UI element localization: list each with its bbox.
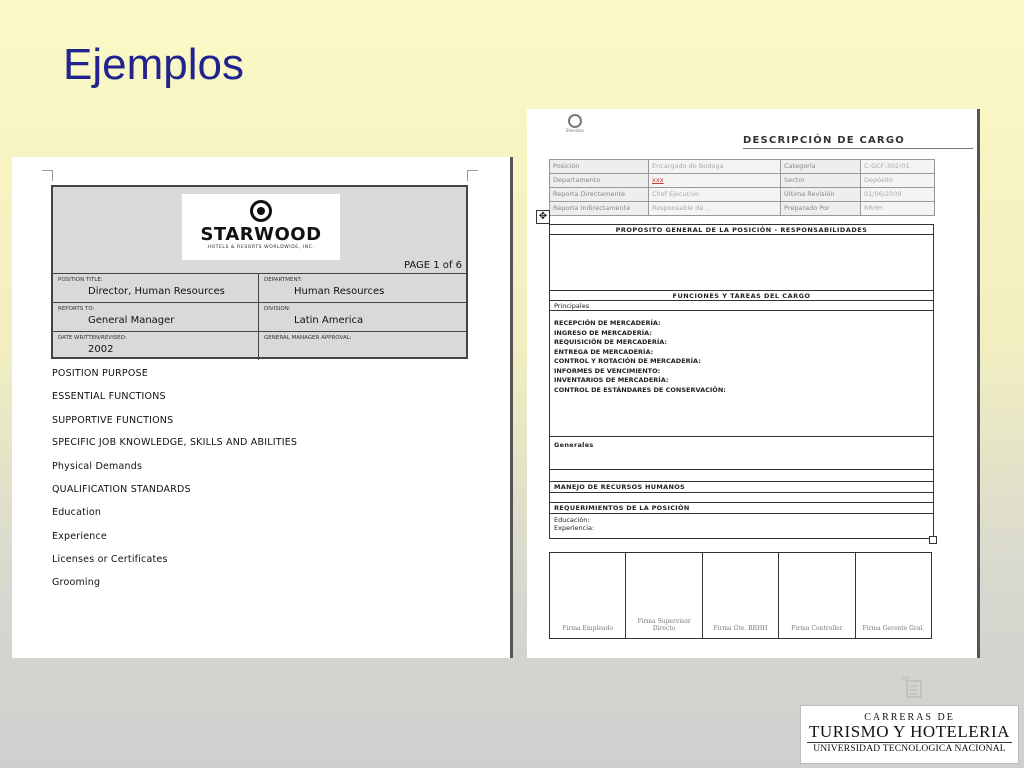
logo-name: STARWOOD xyxy=(200,224,322,245)
document-icon[interactable] xyxy=(899,673,925,699)
info-row xyxy=(550,188,934,202)
field-value: Director, Human Resources xyxy=(88,286,225,297)
purpose-body xyxy=(550,235,933,291)
table-row xyxy=(550,482,933,493)
info-row xyxy=(550,202,934,215)
list-item: INFORMES DE VENCIMIENTO: xyxy=(554,366,661,375)
starwood-logo xyxy=(182,194,340,260)
form-heading: DESCRIPCIÓN DE CARGO xyxy=(743,135,905,146)
field-value: 2002 xyxy=(88,344,114,355)
hotel-emblem-icon xyxy=(568,114,582,128)
header-logo-area xyxy=(53,187,466,274)
section-heading: Grooming xyxy=(52,577,101,588)
purpose-heading: PROPOSITO GENERAL DE LA POSICIÓN - RESPONSABILIDADES xyxy=(615,226,868,234)
info-label: Reporta Directamente xyxy=(550,188,649,201)
section-heading: POSITION PURPOSE xyxy=(52,368,148,379)
header-row xyxy=(53,332,466,360)
section-heading: SUPPORTIVE FUNCTIONS xyxy=(52,415,174,426)
hotel-logo-text: Sheraton xyxy=(565,128,585,133)
signature-cell xyxy=(626,553,702,638)
list-item: INGRESO DE MERCADERÍA: xyxy=(554,328,652,337)
info-table xyxy=(549,159,935,216)
tasks-body xyxy=(550,311,933,437)
list-item: REQUISICIÓN DE MERCADERÍA: xyxy=(554,338,668,346)
info-label: Categoría xyxy=(781,160,861,173)
department-cell xyxy=(259,274,466,302)
page-number: PAGE 1 of 6 xyxy=(403,260,462,271)
table-row xyxy=(550,291,933,301)
section-heading: Physical Demands xyxy=(52,461,143,472)
starwood-job-description xyxy=(12,157,513,658)
info-value: RRHH xyxy=(861,202,934,215)
info-label: Última Revisión xyxy=(781,188,861,201)
info-value: Chef Ejecutivo xyxy=(649,188,781,201)
section-heading: ESSENTIAL FUNCTIONS xyxy=(52,391,166,402)
field-label: DIVISION: xyxy=(264,306,291,312)
signature-label: Firma Gte. RRHH xyxy=(713,625,768,632)
footer-line2: TURISMO Y HOTELERIA xyxy=(809,722,1010,741)
field-value: Latin America xyxy=(294,315,364,326)
signature-cell xyxy=(856,553,931,638)
info-row xyxy=(550,174,934,188)
info-label: Posición xyxy=(550,160,649,173)
info-label: Preparado Por xyxy=(781,202,861,215)
resize-handle-icon[interactable] xyxy=(929,536,937,544)
crop-mark xyxy=(42,170,53,181)
slide-title: Ejemplos xyxy=(63,40,244,89)
signature-table xyxy=(549,552,932,639)
reports-to-cell xyxy=(53,303,259,331)
info-value: Depósito xyxy=(861,174,934,187)
field-label: DEPARTMENT: xyxy=(264,277,303,283)
info-value-text: xxx xyxy=(652,176,664,184)
footer-divider xyxy=(807,742,1012,743)
info-value: Encargado de Bodega xyxy=(649,160,781,173)
signature-cell xyxy=(550,553,626,638)
table-row xyxy=(550,225,933,235)
list-item: RECEPCIÓN DE MERCADERÍA: xyxy=(554,319,661,327)
field-value: General Manager xyxy=(88,315,175,326)
field-label: DATE WRITTEN/REVISED: xyxy=(58,335,127,341)
education-label: Educación: xyxy=(554,516,590,524)
signature-label: Firma Controller xyxy=(791,625,843,632)
signature-label: Firma Supervisor Directo xyxy=(637,618,691,632)
footer-line3: UNIVERSIDAD TECNOLOGICA NACIONAL xyxy=(813,744,1006,754)
section-heading: Education xyxy=(52,507,102,518)
section-heading: Licenses or Certificates xyxy=(52,554,168,565)
table-row xyxy=(550,301,933,311)
info-label: Departamento xyxy=(550,174,649,187)
info-label: Sector xyxy=(781,174,861,187)
table-row xyxy=(550,514,933,537)
table-row xyxy=(550,437,933,470)
footer-line1: CARRERAS DE xyxy=(864,712,955,723)
signature-label: Firma Empleado xyxy=(562,625,613,632)
rrhh-heading: MANEJO DE RECURSOS HUMANOS xyxy=(554,483,685,491)
experience-label: Experiencia: xyxy=(554,524,595,532)
field-label: POSITION TITLE: xyxy=(58,277,103,283)
info-value xyxy=(649,174,781,187)
crop-mark xyxy=(467,170,478,181)
move-handle-icon[interactable]: ✥ xyxy=(536,210,550,224)
date-cell xyxy=(53,332,259,360)
logo-tagline: HOTELS & RESORTS WORLDWIDE, INC. xyxy=(207,245,315,250)
generales-label: Generales xyxy=(554,441,594,449)
header-table xyxy=(51,185,468,359)
division-cell xyxy=(259,303,466,331)
university-logo xyxy=(800,705,1019,764)
responsibilities-table xyxy=(549,224,934,539)
requirements-heading: REQUERIMIENTOS DE LA POSICIÓN xyxy=(554,504,690,512)
signature-cell xyxy=(703,553,779,638)
info-value: Responsable de ... xyxy=(649,202,781,215)
approval-cell xyxy=(259,332,466,360)
table-row xyxy=(550,470,933,482)
functions-heading: FUNCIONES Y TAREAS DEL CARGO xyxy=(672,292,811,300)
section-heading: SPECIFIC JOB KNOWLEDGE, SKILLS AND ABILITIES xyxy=(52,437,298,448)
field-value: Human Resources xyxy=(294,286,385,297)
info-value: C-GCF-302/01 xyxy=(861,160,934,173)
list-item: INVENTARIOS DE MERCADERÍA: xyxy=(554,376,669,384)
info-value: 01/06/2009 xyxy=(861,188,934,201)
info-row xyxy=(550,160,934,174)
list-item: CONTROL Y ROTACIÓN DE MERCADERÍA: xyxy=(554,357,701,365)
principales-label: Principales xyxy=(554,302,590,310)
signature-cell xyxy=(779,553,855,638)
list-item: CONTROL DE ESTÁNDARES DE CONSERVACIÓN: xyxy=(554,385,726,394)
hotel-logo xyxy=(560,114,590,133)
header-row xyxy=(53,274,466,303)
signature-label: Firma Gerente Gral. xyxy=(862,625,925,632)
section-heading: Experience xyxy=(52,531,107,542)
table-row xyxy=(550,503,933,514)
position-title-cell xyxy=(53,274,259,302)
field-label: GENERAL MANAGER APPROVAL: xyxy=(264,335,352,341)
heading-rule xyxy=(743,148,973,149)
starwood-emblem-icon xyxy=(250,200,272,222)
list-item: ENTREGA DE MERCADERÍA: xyxy=(554,347,654,356)
field-label: REPORTS TO: xyxy=(58,306,95,312)
task-list xyxy=(554,319,726,395)
section-heading: QUALIFICATION STANDARDS xyxy=(52,484,191,495)
job-description-form xyxy=(527,109,980,658)
info-label: Reporta Indirectamente xyxy=(550,202,649,215)
table-row xyxy=(550,493,933,503)
header-row xyxy=(53,303,466,332)
